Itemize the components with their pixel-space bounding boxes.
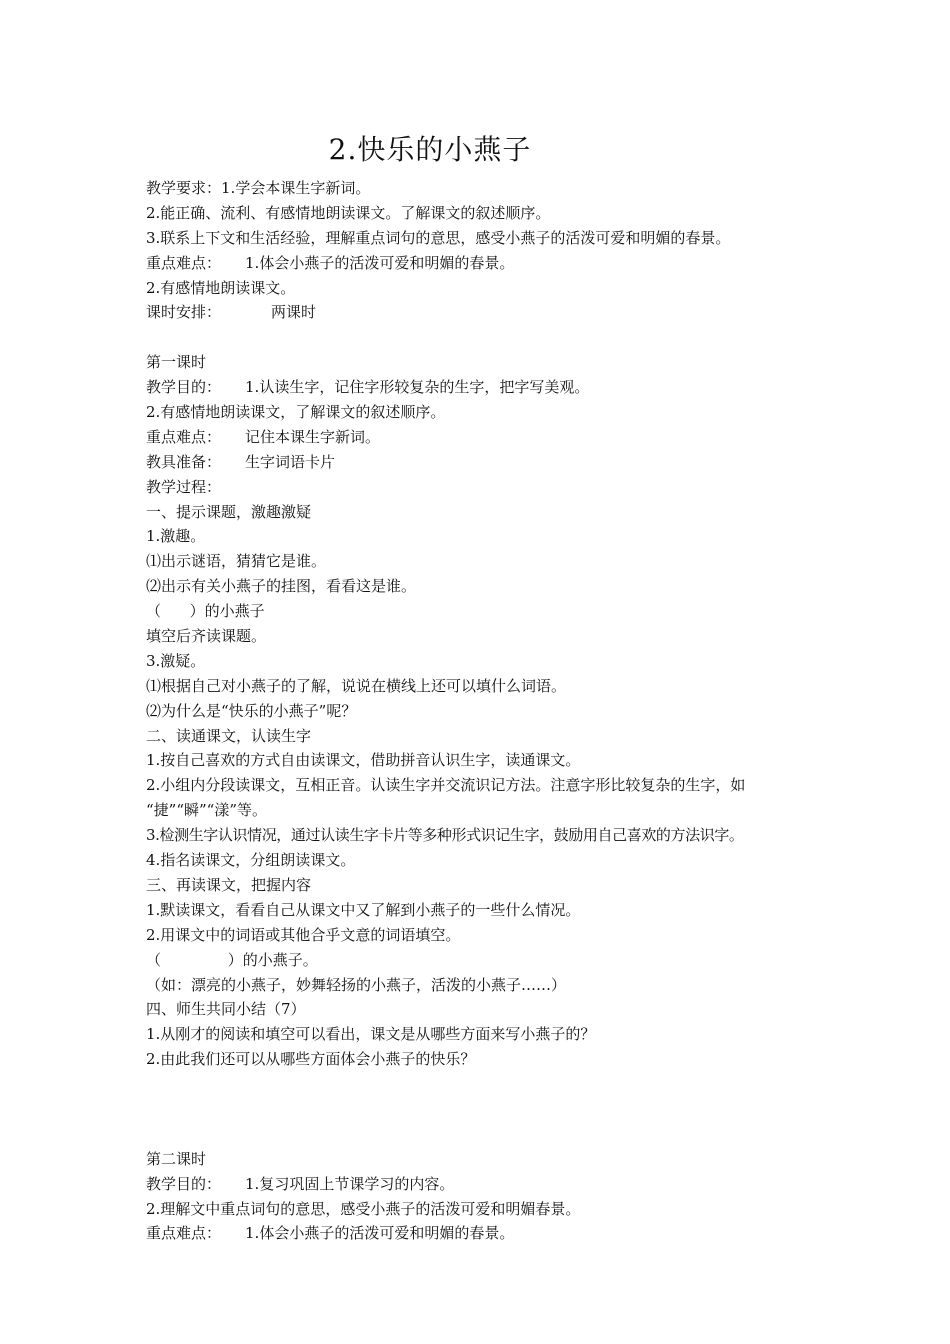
lesson1-line-2: 1.激趣。	[146, 527, 206, 546]
lesson1-line-21: 四、师生共同小结（7）	[146, 1000, 306, 1019]
spacer	[146, 325, 836, 350]
lesson1-process-label: 教学过程：	[146, 477, 222, 496]
lesson1-line-18: 2.用课文中的词语或其他合乎文意的词语填空。	[146, 925, 461, 944]
lesson1-objective-1: 1.认读生字，记住字形较复杂的生字，把字写美观。	[245, 378, 590, 397]
lesson1-materials-line	[146, 450, 836, 475]
lesson1-materials: 生字词语卡片	[245, 452, 336, 471]
lesson1-line-22: 1.从刚才的阅读和填空可以看出，课文是从哪些方面来写小燕子的？	[146, 1025, 596, 1044]
lesson1-line-13: “捷”“瞬”“漾”等。	[146, 801, 268, 820]
lesson2-objective-line-2: 2.理解文中重点词句的意思，感受小燕子的活泼可爱和明媚春景。	[146, 1199, 581, 1218]
lesson1-materials-label: 教具准备：	[146, 452, 222, 471]
requirements-line-3: 3.联系上下文和生活经验，理解重点词句的意思，感受小燕子的活泼可爱和明媚的春景。	[146, 228, 731, 247]
schedule-line	[146, 300, 836, 325]
lesson1-line-15: 4.指名读课文，分组朗读课文。	[146, 851, 356, 870]
key-difficulty-label: 重点难点：	[146, 253, 222, 272]
lesson1-difficulty-label: 重点难点：	[146, 427, 222, 446]
key-difficulty-line-1	[146, 251, 836, 276]
lesson2-objective-line-1	[146, 1172, 836, 1197]
lesson1-line-17: 1.默读课文，看看自己从课文中又了解到小燕子的一些什么情况。	[146, 900, 581, 919]
lesson1-line-1: 一、提示课题，激趣激疑	[146, 502, 312, 521]
requirements-line-1	[146, 176, 836, 201]
lesson1-objective-line-2: 2.有感情地朗读课文，了解课文的叙述顺序。	[146, 403, 446, 422]
lesson1-line-9: ⑵为什么是“快乐的小燕子”呢？	[146, 701, 357, 720]
requirements-item-1: 1.学会本课生字新词。	[221, 179, 371, 197]
spacer	[146, 1072, 836, 1097]
lesson1-objective-line-1	[146, 375, 836, 400]
lesson1-line-12: 2.小组内分段读课文，互相正音。认读生字并交流识记方法。注意字形比较复杂的生字，如	[146, 776, 746, 795]
lesson2-heading: 第二课时	[146, 1149, 207, 1168]
lesson1-difficulty: 记住本课生字新词。	[245, 427, 381, 446]
lesson1-line-5: （ ）的小燕子	[146, 602, 265, 621]
key-difficulty-line-2: 2.有感情地朗读课文。	[146, 278, 296, 297]
lesson2-objective-1: 1.复习巩固上节课学习的内容。	[245, 1174, 455, 1193]
lesson1-line-16: 三、再读课文，把握内容	[146, 875, 312, 894]
schedule-label: 课时安排：	[146, 303, 222, 322]
spacer	[146, 1097, 836, 1122]
lesson1-line-3: ⑴出示谜语，猜猜它是谁。	[146, 552, 327, 571]
lesson2-difficulty-line	[146, 1221, 836, 1246]
schedule-value: 两课时	[271, 303, 317, 322]
lesson1-line-6: 填空后齐读课题。	[146, 627, 267, 646]
lesson1-line-8: ⑴根据自己对小燕子的了解，说说在横线上还可以填什么词语。	[146, 676, 567, 695]
lesson1-line-10: 二、读通课文，认读生字	[146, 726, 312, 745]
lesson2-objective-label: 教学目的：	[146, 1174, 222, 1193]
lesson1-objective-label: 教学目的：	[146, 378, 222, 397]
lesson1-line-11: 1.按自己喜欢的方式自由读课文，借助拼音认识生字，读通课文。	[146, 751, 581, 770]
lesson1-line-23: 2.由此我们还可以从哪些方面体会小燕子的快乐？	[146, 1050, 476, 1069]
key-difficulty-item-1: 1.体会小燕子的活泼可爱和明媚的春景。	[245, 253, 515, 272]
lesson1-line-19: （ ）的小燕子。	[146, 950, 318, 969]
document-body	[146, 176, 836, 1246]
lesson1-line-20: （如：漂亮的小燕子，妙舞轻扬的小燕子，活泼的小燕子……）	[146, 975, 567, 994]
lesson1-difficulty-line	[146, 425, 836, 450]
lesson1-line-4: ⑵出示有关小燕子的挂图，看看这是谁。	[146, 577, 417, 596]
lesson2-difficulty: 1.体会小燕子的活泼可爱和明媚的春景。	[245, 1224, 515, 1243]
page-title-text: 2.快乐的小燕子	[328, 133, 532, 166]
lesson1-line-14: 3.检测生字认识情况，通过认读生字卡片等多种形式识记生字，鼓励用自己喜欢的方法识字。	[146, 826, 744, 845]
spacer	[146, 1122, 836, 1147]
requirements-line-2: 2.能正确、流利、有感情地朗读课文。了解课文的叙述顺序。	[146, 203, 551, 222]
page-title	[0, 130, 860, 170]
lesson1-heading: 第一课时	[146, 353, 207, 372]
lesson1-line-7: 3.激疑。	[146, 651, 206, 670]
lesson2-difficulty-label: 重点难点：	[146, 1224, 222, 1243]
requirements-label: 教学要求：	[146, 179, 222, 197]
